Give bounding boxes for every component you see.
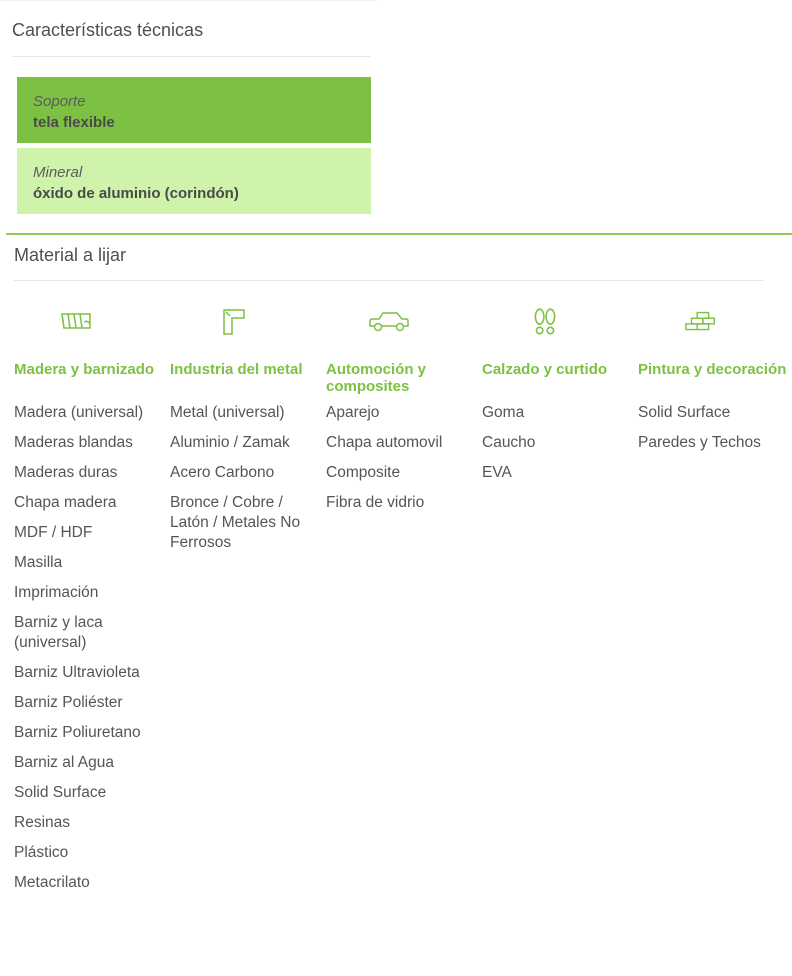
list-item[interactable]: MDF / HDF xyxy=(14,524,93,541)
material-column-painting xyxy=(638,307,788,463)
list-item[interactable]: Madera (universal) xyxy=(14,404,144,421)
list-item[interactable]: Barniz Ultravioleta xyxy=(14,664,140,681)
bricks-icon xyxy=(638,307,764,339)
list-item[interactable]: Acero Carbono xyxy=(170,464,275,481)
list-item[interactable]: Barniz y laca (universal) xyxy=(14,614,103,651)
material-list xyxy=(326,403,476,513)
material-title: Material a lijar xyxy=(14,245,127,265)
spec-mineral xyxy=(17,148,371,214)
column-heading: Pintura y decoración xyxy=(638,361,787,378)
list-item[interactable]: Caucho xyxy=(482,434,536,451)
material-column-automotive xyxy=(326,307,476,523)
list-item[interactable]: Aluminio / Zamak xyxy=(170,434,290,451)
material-list xyxy=(482,403,632,483)
list-item[interactable]: Masilla xyxy=(14,554,63,571)
spec-label: Mineral xyxy=(33,164,83,181)
material-column-metal xyxy=(170,307,320,563)
column-heading: Madera y barnizado xyxy=(14,361,155,378)
list-item[interactable]: Goma xyxy=(482,404,525,421)
technical-features-panel xyxy=(0,0,378,228)
column-heading: Calzado y curtido xyxy=(482,361,608,378)
column-heading: Industria del metal xyxy=(170,361,303,378)
technical-features-title: Características técnicas xyxy=(12,20,204,40)
wood-planks-icon xyxy=(14,307,140,339)
material-column-footwear xyxy=(482,307,632,493)
list-item[interactable]: Paredes y Techos xyxy=(638,434,761,451)
spec-support xyxy=(17,77,371,143)
material-list xyxy=(14,403,164,893)
list-item[interactable]: Plástico xyxy=(14,844,69,861)
material-list xyxy=(638,403,788,453)
car-icon xyxy=(326,307,452,339)
spec-label: Soporte xyxy=(33,93,86,110)
list-item[interactable]: Imprimación xyxy=(14,584,99,601)
material-column-wood xyxy=(14,307,164,903)
metal-profile-icon xyxy=(170,307,296,339)
material-list xyxy=(170,403,320,553)
list-item[interactable]: Barniz Poliuretano xyxy=(14,724,141,741)
spec-value: óxido de aluminio (corindón) xyxy=(33,185,239,202)
list-item[interactable]: Fibra de vidrio xyxy=(326,494,425,511)
material-section xyxy=(6,233,792,976)
list-item[interactable]: Resinas xyxy=(14,814,70,831)
list-item[interactable]: Barniz Poliéster xyxy=(14,694,123,711)
column-heading: Automoción y composites xyxy=(326,361,426,395)
list-item[interactable]: Metal (universal) xyxy=(170,404,285,421)
list-item[interactable]: Maderas duras xyxy=(14,464,118,481)
list-item[interactable]: Bronce / Cobre / Latón / Metales No Ferrosos xyxy=(170,494,301,551)
list-item[interactable]: EVA xyxy=(482,464,512,481)
spec-value: tela flexible xyxy=(33,114,115,131)
divider xyxy=(14,280,764,281)
list-item[interactable]: Composite xyxy=(326,464,401,481)
list-item[interactable]: Aparejo xyxy=(326,404,380,421)
divider xyxy=(12,56,370,57)
list-item[interactable]: Chapa madera xyxy=(14,494,117,511)
list-item[interactable]: Solid Surface xyxy=(14,784,107,801)
list-item[interactable]: Chapa automovil xyxy=(326,434,443,451)
list-item[interactable]: Solid Surface xyxy=(638,404,731,421)
footprints-icon xyxy=(482,307,608,339)
list-item[interactable]: Maderas blandas xyxy=(14,434,133,451)
list-item[interactable]: Barniz al Agua xyxy=(14,754,114,771)
list-item[interactable]: Metacrilato xyxy=(14,874,90,891)
